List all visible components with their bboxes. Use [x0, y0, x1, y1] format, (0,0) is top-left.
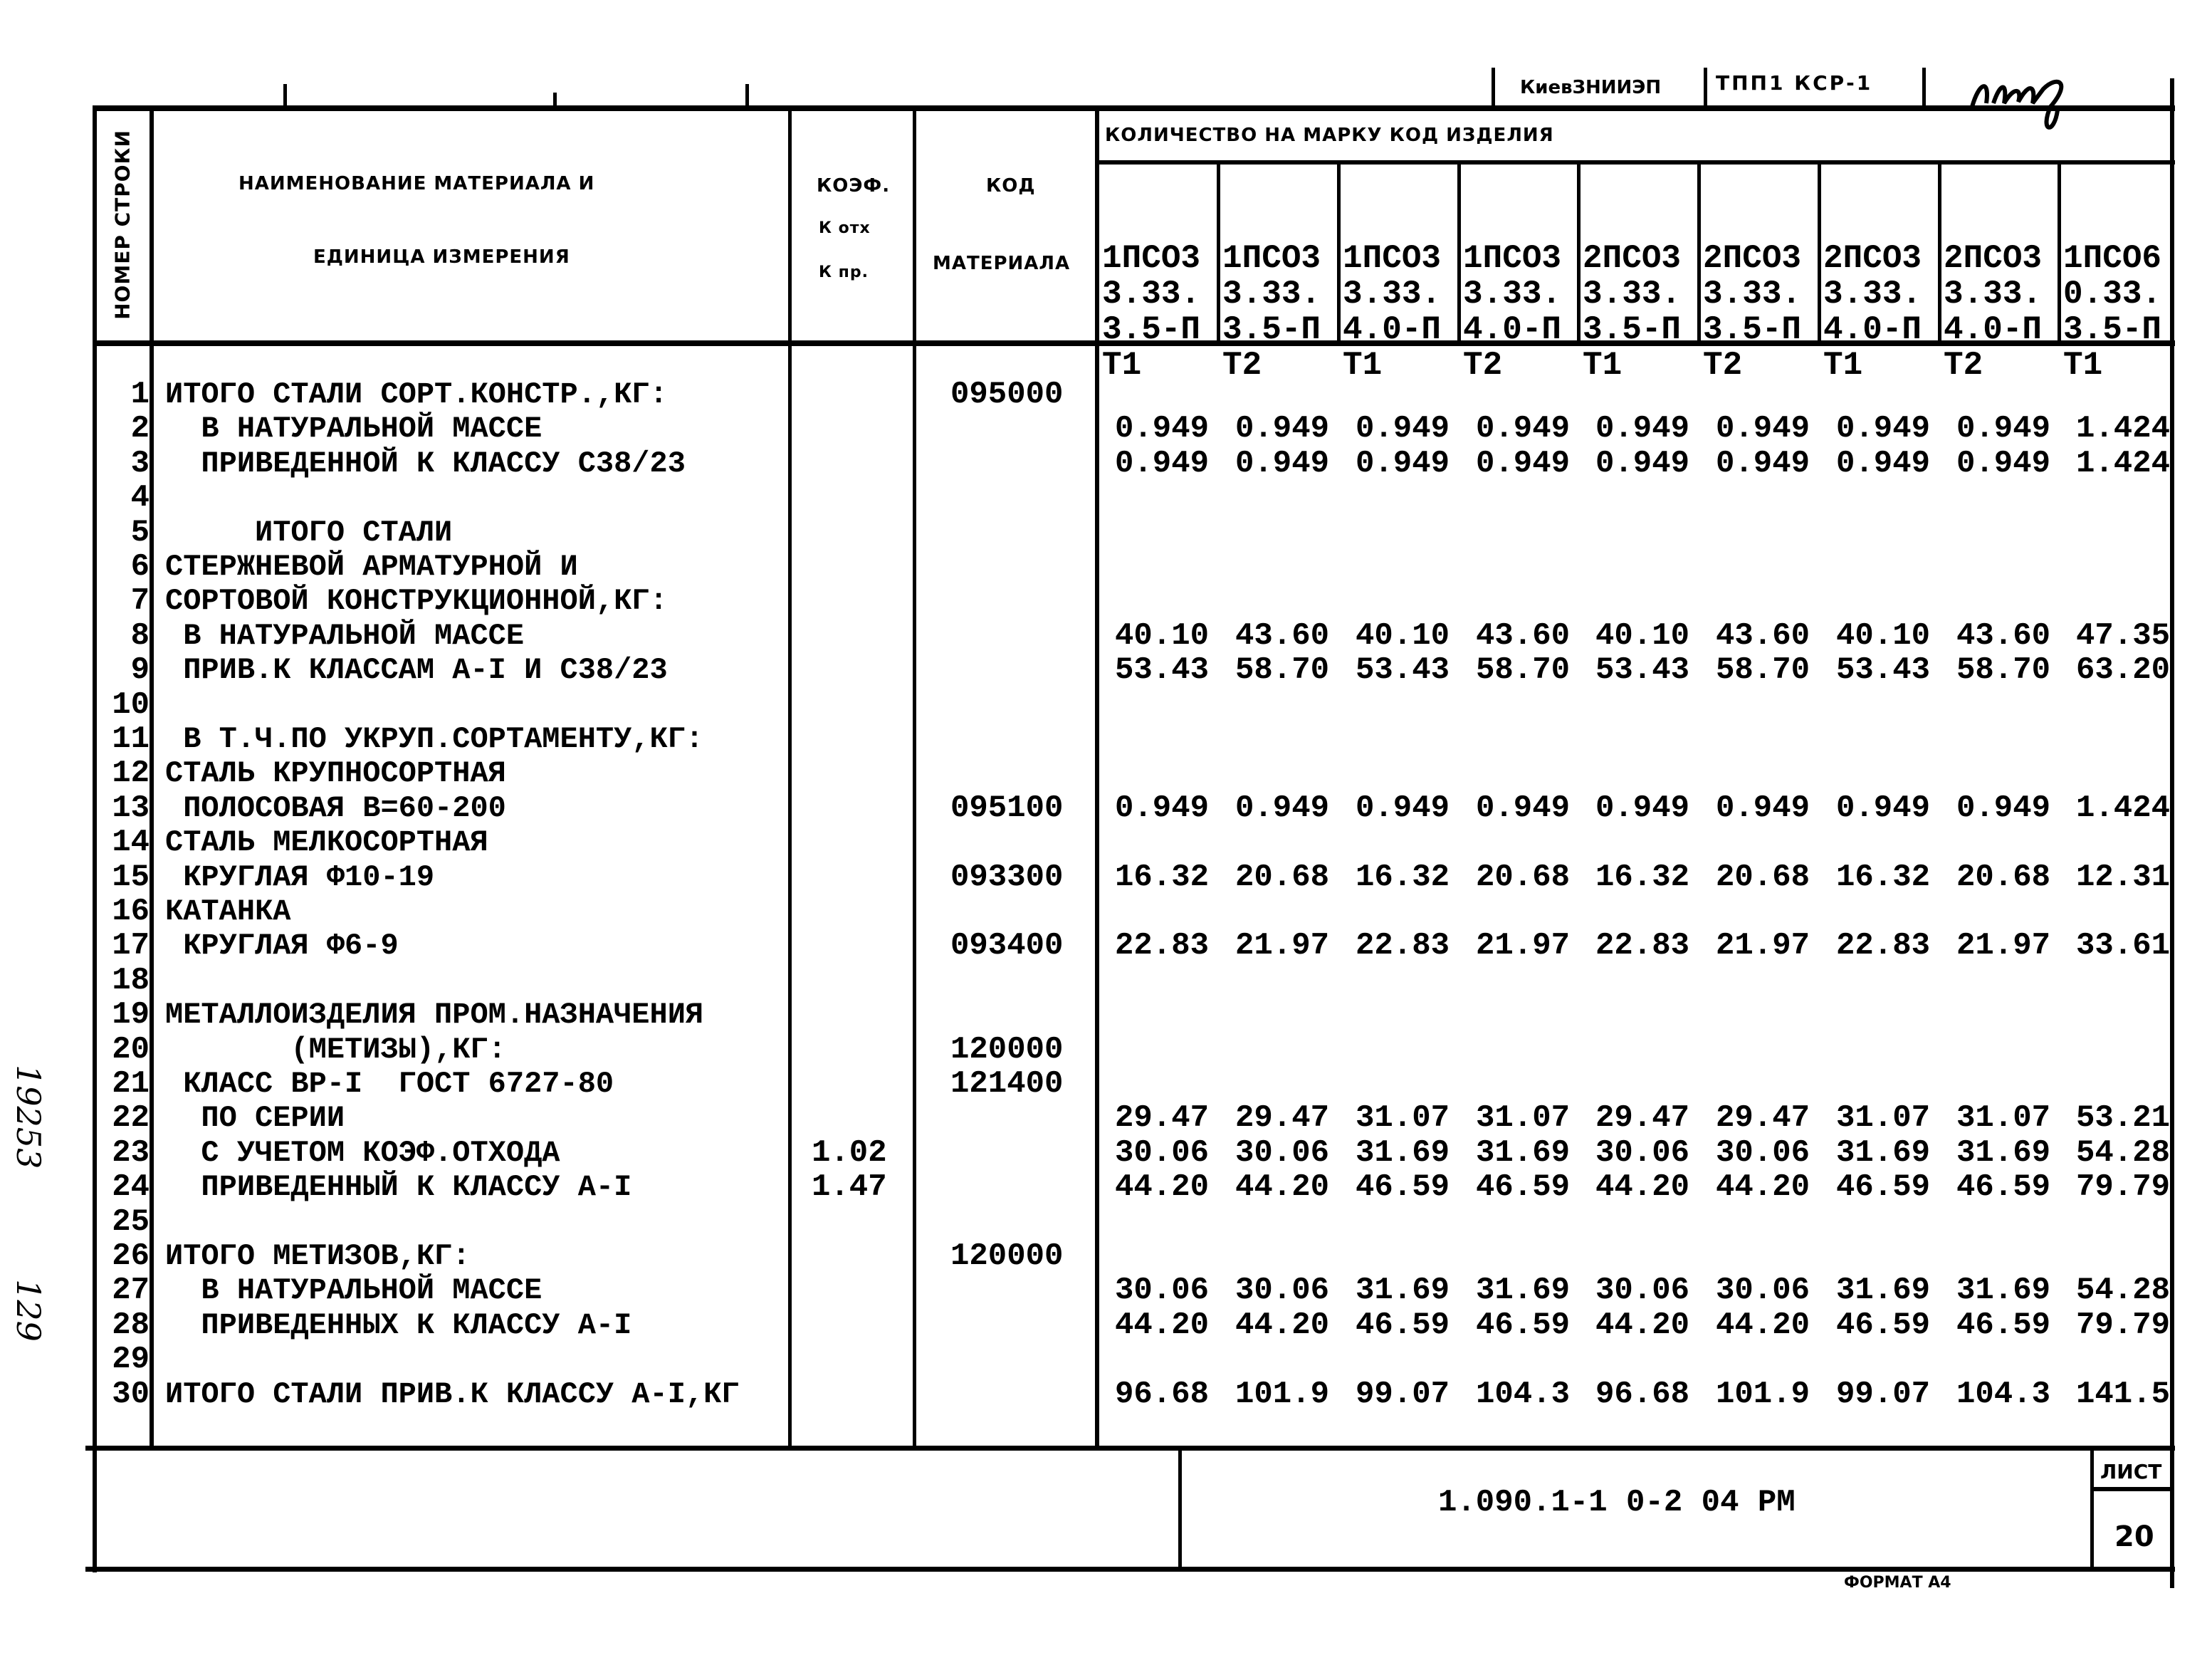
stamp-divider	[1492, 68, 1495, 109]
row-value: 53.43	[1595, 652, 1690, 689]
row-value: 0.949	[1475, 790, 1571, 826]
row-value: 31.69	[1835, 1273, 1931, 1309]
row-value: 0.949	[1956, 445, 2051, 481]
row-value: 21.97	[1956, 928, 2051, 964]
row-number: 13	[112, 790, 150, 826]
footer-divider	[1178, 1449, 1182, 1570]
row-value: 43.60	[1715, 617, 1810, 654]
product-header: 1ПСО3 3.33. 3.5-П Т1	[1102, 240, 1201, 384]
row-value: 0.949	[1235, 411, 1330, 447]
row-value: 47.35	[2075, 617, 2171, 654]
row-koef: 1.47	[812, 1169, 887, 1206]
row-value: 46.59	[1355, 1307, 1450, 1343]
row-value: 0.949	[1715, 445, 1810, 481]
row-value: 30.06	[1235, 1273, 1330, 1309]
row-number: 24	[112, 1169, 150, 1206]
koef-header-line1: КОЭФ.	[817, 175, 891, 197]
row-value: 29.47	[1235, 1100, 1330, 1137]
row-value: 21.97	[1715, 928, 1810, 964]
row-name: ПРИВ.К КЛАССАМ А-I И С38/23	[165, 653, 668, 688]
row-name: С УЧЕТОМ КОЭФ.ОТХОДА	[165, 1135, 560, 1170]
row-value: 12.31	[2075, 859, 2171, 895]
row-material-code: 120000	[950, 1238, 1064, 1274]
row-value: 0.949	[1114, 411, 1210, 447]
row-number: 20	[112, 1031, 150, 1068]
row-value: 31.69	[1475, 1134, 1571, 1171]
col-border	[788, 108, 792, 1450]
row-number: 3	[130, 445, 150, 481]
row-value: 44.20	[1715, 1307, 1810, 1343]
row-number: 10	[112, 687, 150, 723]
row-value: 101.9	[1235, 1376, 1330, 1412]
row-value: 16.32	[1595, 859, 1690, 895]
row-value: 99.07	[1355, 1376, 1450, 1412]
row-value: 0.949	[1475, 411, 1571, 447]
row-value: 46.59	[1835, 1169, 1931, 1206]
row-value: 31.07	[1475, 1100, 1571, 1137]
row-value: 0.949	[1235, 790, 1330, 826]
row-value: 22.83	[1114, 928, 1210, 964]
row-value: 46.59	[1475, 1169, 1571, 1206]
row-value: 46.59	[1355, 1169, 1450, 1206]
row-number: 28	[112, 1307, 150, 1343]
row-name: КАТАНКА	[165, 894, 291, 929]
row-value: 30.06	[1235, 1134, 1330, 1171]
row-name: ПРИВЕДЕННОЙ К КЛАССУ С38/23	[165, 446, 686, 481]
row-number: 18	[112, 962, 150, 998]
row-value: 0.949	[1835, 411, 1931, 447]
row-value: 58.70	[1235, 652, 1330, 689]
row-name: В НАТУРАЛЬНОЙ МАССЕ	[165, 412, 542, 447]
col-border	[913, 108, 916, 1450]
kod-header-line2: МАТЕРИАЛА	[933, 253, 1071, 274]
row-number: 16	[112, 894, 150, 929]
row-number: 5	[130, 514, 150, 550]
quantity-header: КОЛИЧЕСТВО НА МАРКУ КОД ИЗДЕЛИЯ	[1105, 125, 1554, 146]
kod-header-line1: КОД	[986, 175, 1036, 197]
row-value: 58.70	[1715, 652, 1810, 689]
row-value: 96.68	[1595, 1376, 1690, 1412]
row-value: 54.28	[2075, 1273, 2171, 1309]
row-number: 12	[112, 756, 150, 792]
row-value: 44.20	[1595, 1307, 1690, 1343]
row-value: 0.949	[1715, 411, 1810, 447]
quantity-header-divider	[1096, 160, 2175, 165]
row-value: 0.949	[1114, 445, 1210, 481]
row-value: 33.61	[2075, 928, 2171, 964]
row-number: 1	[130, 377, 150, 412]
row-name: В НАТУРАЛЬНОЙ МАССЕ	[165, 618, 525, 653]
product-header: 1ПСО3 3.33. 4.0-П Т1	[1343, 240, 1442, 384]
row-value: 20.68	[1715, 859, 1810, 895]
row-value: 44.20	[1235, 1169, 1330, 1206]
row-name: СОРТОВОЙ КОНСТРУКЦИОННОЙ,КГ:	[165, 584, 668, 619]
row-number: 29	[112, 1342, 150, 1378]
row-value: 54.28	[2075, 1134, 2171, 1171]
row-number: 17	[112, 928, 150, 964]
row-name: КРУГЛАЯ Ф6-9	[165, 929, 399, 964]
row-value: 22.83	[1355, 928, 1450, 964]
row-number: 2	[130, 411, 150, 447]
row-material-code: 120000	[950, 1031, 1064, 1068]
row-name: МЕТАЛЛОИЗДЕЛИЯ ПРОМ.НАЗНАЧЕНИЯ	[165, 998, 704, 1033]
row-name: КЛАСС ВР-I ГОСТ 6727-80	[165, 1067, 614, 1101]
row-number: 14	[112, 825, 150, 861]
row-value: 30.06	[1595, 1134, 1690, 1171]
row-value: 43.60	[1956, 617, 2051, 654]
row-value: 31.69	[1956, 1273, 2051, 1309]
row-value: 101.9	[1715, 1376, 1810, 1412]
row-value: 0.949	[1835, 790, 1931, 826]
sheet-label: ЛИСТ	[2100, 1460, 2162, 1483]
row-value: 1.424	[2075, 445, 2171, 481]
stamp-divider	[1922, 68, 1926, 109]
row-value: 43.60	[1475, 617, 1571, 654]
row-value: 79.79	[2075, 1169, 2171, 1206]
row-number: 7	[130, 583, 150, 620]
row-value: 104.3	[1956, 1376, 2051, 1412]
row-value: 29.47	[1114, 1100, 1210, 1137]
row-number: 4	[130, 480, 150, 516]
row-name: ПРИВЕДЕННЫХ К КЛАССУ А-I	[165, 1308, 632, 1342]
row-number: 27	[112, 1273, 150, 1309]
row-value: 0.949	[1595, 411, 1690, 447]
row-value: 22.83	[1595, 928, 1690, 964]
row-number: 15	[112, 859, 150, 895]
row-value: 44.20	[1715, 1169, 1810, 1206]
row-value: 31.69	[1956, 1134, 2051, 1171]
row-value: 31.69	[1355, 1134, 1450, 1171]
row-koef: 1.02	[812, 1134, 887, 1171]
table-border-bottom	[85, 1446, 2175, 1451]
row-value: 21.97	[1475, 928, 1571, 964]
row-number: 30	[112, 1376, 150, 1412]
row-value: 1.424	[2075, 411, 2171, 447]
row-value: 44.20	[1114, 1307, 1210, 1343]
col-border	[93, 105, 97, 1572]
row-value: 20.68	[1956, 859, 2051, 895]
row-value: 99.07	[1835, 1376, 1931, 1412]
format-label: ФОРМАТ А4	[1844, 1574, 1951, 1588]
row-name: В НАТУРАЛЬНОЙ МАССЕ	[165, 1273, 542, 1308]
row-name: СТЕРЖНЕВОЙ АРМАТУРНОЙ И	[165, 550, 578, 584]
row-name: ИТОГО СТАЛИ ПРИВ.К КЛАССУ А-I,КГ	[165, 1377, 740, 1411]
row-value: 16.32	[1355, 859, 1450, 895]
row-value: 0.949	[1956, 411, 2051, 447]
row-value: 29.47	[1715, 1100, 1810, 1137]
row-value: 30.06	[1114, 1273, 1210, 1309]
product-header: 2ПСО3 3.33. 3.5-П Т1	[1583, 240, 1682, 384]
row-material-code: 121400	[950, 1066, 1064, 1102]
sheet-label-divider	[2090, 1487, 2172, 1491]
stamp-divider	[1704, 68, 1707, 109]
row-number: 9	[130, 652, 150, 689]
row-number: 22	[112, 1100, 150, 1137]
row-value: 0.949	[1475, 445, 1571, 481]
row-value: 141.5	[2075, 1376, 2171, 1412]
row-value: 0.949	[1835, 445, 1931, 481]
stamp-institute: КиевЗНИИЭП	[1520, 77, 1662, 98]
row-number: 21	[112, 1066, 150, 1102]
row-value: 30.06	[1595, 1273, 1690, 1309]
row-value: 31.69	[1475, 1273, 1571, 1309]
footer-divider	[2090, 1449, 2094, 1570]
row-value: 0.949	[1595, 790, 1690, 826]
row-value: 1.424	[2075, 790, 2171, 826]
row-value: 53.43	[1114, 652, 1210, 689]
product-header: 1ПСО3 3.33. 3.5-П Т2	[1222, 240, 1321, 384]
row-value: 0.949	[1355, 445, 1450, 481]
row-value: 46.59	[1956, 1169, 2051, 1206]
row-value: 79.79	[2075, 1307, 2171, 1343]
row-value: 0.949	[1595, 445, 1690, 481]
row-number: 6	[130, 549, 150, 585]
row-number: 26	[112, 1238, 150, 1274]
row-value: 0.949	[1956, 790, 2051, 826]
row-value: 30.06	[1715, 1273, 1810, 1309]
row-value: 20.68	[1235, 859, 1330, 895]
row-value: 31.69	[1835, 1134, 1931, 1171]
row-name: СТАЛЬ КРУПНОСОРТНАЯ	[165, 756, 506, 791]
row-value: 16.32	[1835, 859, 1931, 895]
row-value: 40.10	[1595, 617, 1690, 654]
row-value: 53.43	[1355, 652, 1450, 689]
signature	[1965, 68, 2100, 139]
row-value: 43.60	[1235, 617, 1330, 654]
row-value: 44.20	[1114, 1169, 1210, 1206]
row-value: 31.69	[1355, 1273, 1450, 1309]
row-number: 23	[112, 1134, 150, 1171]
row-value: 46.59	[1475, 1307, 1571, 1343]
signature-icon	[1965, 68, 2100, 139]
row-value: 29.47	[1595, 1100, 1690, 1137]
product-header: 1ПСО3 3.33. 4.0-П Т2	[1463, 240, 1562, 384]
row-value: 31.07	[1956, 1100, 2051, 1137]
row-number: 25	[112, 1204, 150, 1240]
row-value: 20.68	[1475, 859, 1571, 895]
row-number: 8	[130, 617, 150, 654]
product-header: 2ПСО3 3.33. 3.5-П Т2	[1703, 240, 1802, 384]
row-value: 22.83	[1835, 928, 1931, 964]
row-value: 96.68	[1114, 1376, 1210, 1412]
product-header: 2ПСО3 3.33. 4.0-П Т2	[1944, 240, 2043, 384]
product-header: 1ПСО6 0.33. 3.5-П Т1	[2063, 240, 2162, 384]
row-value: 0.949	[1715, 790, 1810, 826]
row-value: 31.07	[1835, 1100, 1931, 1137]
row-name: В Т.Ч.ПО УКРУП.СОРТАМЕНТУ,КГ:	[165, 722, 704, 756]
row-number: 11	[112, 721, 150, 757]
sheet-number: 20	[2114, 1520, 2154, 1553]
row-value: 0.949	[1235, 445, 1330, 481]
stamp-code: ТПП1 КСР-1	[1716, 71, 1873, 95]
row-value: 104.3	[1475, 1376, 1571, 1412]
product-header: 2ПСО3 3.33. 4.0-П Т1	[1823, 240, 1922, 384]
document-code: 1.090.1-1 0-2 04 РМ	[1438, 1485, 1796, 1520]
row-name: (МЕТИЗЫ),КГ:	[165, 1032, 506, 1067]
table-border-top	[93, 105, 2175, 111]
row-value: 31.07	[1355, 1100, 1450, 1137]
row-value: 30.06	[1114, 1134, 1210, 1171]
row-material-code: 093400	[950, 928, 1064, 964]
row-material-code: 095100	[950, 790, 1064, 826]
col-border	[150, 105, 154, 1450]
row-name: СТАЛЬ МЕЛКОСОРТНАЯ	[165, 825, 488, 860]
koef-header-line3: К пр.	[819, 263, 869, 281]
row-name: ИТОГО СТАЛИ СОРТ.КОНСТР.,КГ:	[165, 377, 668, 412]
row-number: 19	[112, 997, 150, 1033]
row-name: ПРИВЕДЕННЫЙ К КЛАССУ А-I	[165, 1170, 632, 1205]
row-value: 30.06	[1715, 1134, 1810, 1171]
row-value: 44.20	[1595, 1169, 1690, 1206]
name-header-line2: ЕДИНИЦА ИЗМЕРЕНИЯ	[313, 246, 570, 268]
koef-header-line2: К отх	[819, 219, 871, 237]
row-value: 58.70	[1956, 652, 2051, 689]
row-value: 63.20	[2075, 652, 2171, 689]
row-material-code: 093300	[950, 859, 1064, 895]
name-header-line1: НАИМЕНОВАНИЕ МАТЕРИАЛА И	[239, 173, 595, 194]
row-value: 40.10	[1114, 617, 1210, 654]
row-value: 53.43	[1835, 652, 1931, 689]
row-value: 46.59	[1956, 1307, 2051, 1343]
row-value: 44.20	[1235, 1307, 1330, 1343]
row-value: 46.59	[1835, 1307, 1931, 1343]
row-name: ИТОГО СТАЛИ	[165, 515, 453, 550]
row-name: ПОЛОСОВАЯ В=60-200	[165, 790, 506, 825]
row-name: ПО СЕРИИ	[165, 1101, 345, 1136]
row-material-code: 095000	[950, 377, 1064, 412]
row-value: 58.70	[1475, 652, 1571, 689]
row-value: 0.949	[1355, 411, 1450, 447]
row-value: 21.97	[1235, 928, 1330, 964]
row-name: КРУГЛАЯ Ф10-19	[165, 860, 435, 894]
col-border	[1095, 108, 1099, 1450]
row-value: 40.10	[1835, 617, 1931, 654]
row-value: 53.21	[2075, 1100, 2171, 1137]
footer-border-bottom	[85, 1567, 2175, 1572]
row-value: 0.949	[1114, 790, 1210, 826]
row-value: 16.32	[1114, 859, 1210, 895]
row-value: 40.10	[1355, 617, 1450, 654]
row-name: ИТОГО МЕТИЗОВ,КГ:	[165, 1239, 471, 1273]
row-value: 0.949	[1355, 790, 1450, 826]
